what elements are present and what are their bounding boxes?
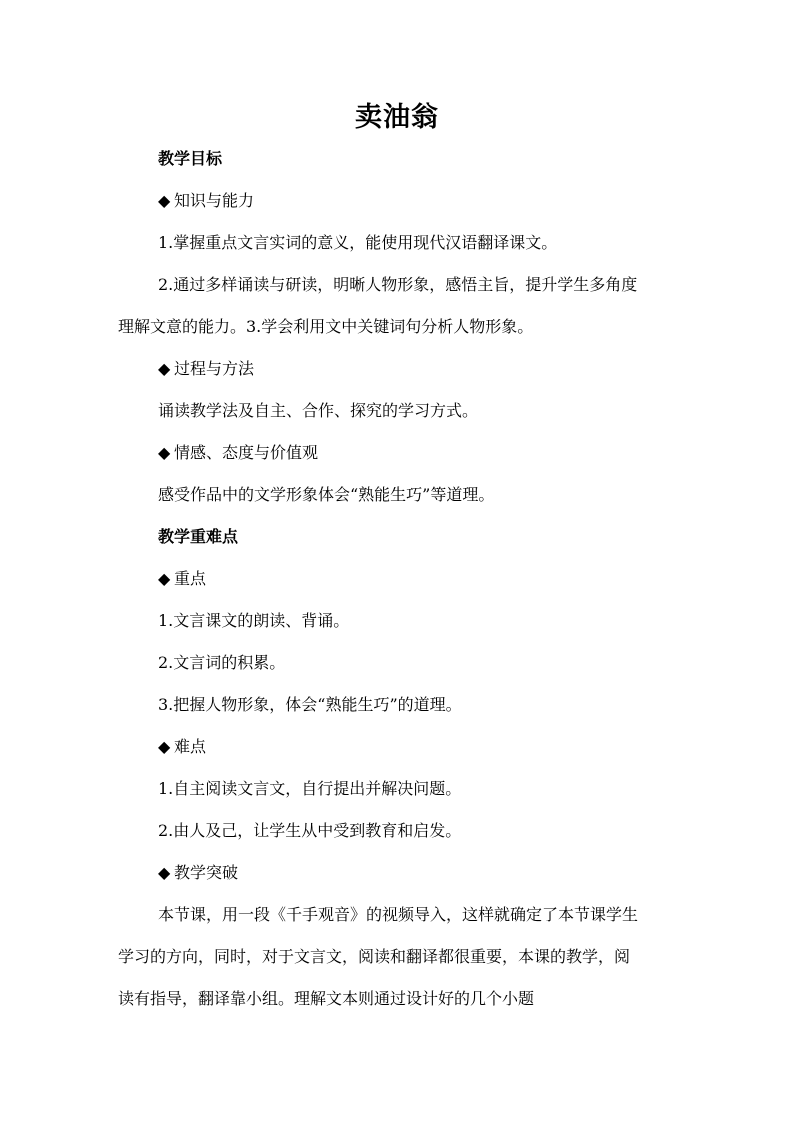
document-title: 卖油翁: [355, 102, 439, 133]
paragraph-line: 1.自主阅读文言文，自行提出并解决问题。: [158, 779, 462, 798]
diamond-bullet-icon: ◆: [158, 359, 171, 378]
subheading-knowledge-ability: [158, 190, 254, 212]
section-heading-objectives: 教学目标: [158, 149, 223, 168]
subheading-label: 知识与能力: [174, 191, 255, 210]
subheading-label: 重点: [174, 569, 207, 588]
diamond-bullet-icon: ◆: [158, 569, 171, 588]
paragraph-line: 2.通过多样诵读与研读，明晰人物形象，感悟主旨，提升学生多角度: [158, 275, 638, 294]
subheading-emotion-values: [158, 442, 318, 464]
paragraph-line: 3.把握人物形象，体会“熟能生巧”的道理。: [158, 695, 462, 714]
paragraph-line: 1.掌握重点文言实词的意义，能使用现代汉语翻译课文。: [158, 233, 558, 252]
paragraph-line: 诵读教学法及自主、合作、探究的学习方式。: [158, 401, 479, 420]
subheading-label: 过程与方法: [174, 359, 255, 378]
subheading-label: 难点: [174, 737, 207, 756]
paragraph-line: 2.由人及己，让学生从中受到教育和启发。: [158, 821, 462, 840]
subheading-process-method: [158, 358, 254, 380]
paragraph-line: 读有指导，翻译靠小组。理解文本则通过设计好的几个小题: [118, 989, 535, 1008]
diamond-bullet-icon: ◆: [158, 863, 171, 882]
diamond-bullet-icon: ◆: [158, 737, 171, 756]
paragraph-line: 1.文言课文的朗读、背诵。: [158, 611, 350, 630]
subheading-label: 教学突破: [174, 863, 239, 882]
paragraph-line: 感受作品中的文学形象体会“熟能生巧”等道理。: [158, 485, 495, 504]
subheading-label: 情感、态度与价值观: [174, 443, 319, 462]
section-heading-key-difficult: 教学重难点: [158, 527, 239, 546]
paragraph-line: 2.文言词的积累。: [158, 653, 286, 672]
subheading-breakthrough: [158, 862, 238, 884]
paragraph-line: 理解文意的能力。3.学会利用文中关键词句分析人物形象。: [118, 317, 534, 336]
paragraph-line: 学习的方向，同时，对于文言文，阅读和翻译都很重要，本课的教学，阅: [118, 947, 631, 966]
diamond-bullet-icon: ◆: [158, 443, 171, 462]
paragraph-line: 本节课，用一段《千手观音》的视频导入，这样就确定了本节课学生: [158, 905, 639, 924]
subheading-difficult-points: [158, 736, 206, 758]
diamond-bullet-icon: ◆: [158, 191, 171, 210]
subheading-key-points: [158, 568, 206, 590]
